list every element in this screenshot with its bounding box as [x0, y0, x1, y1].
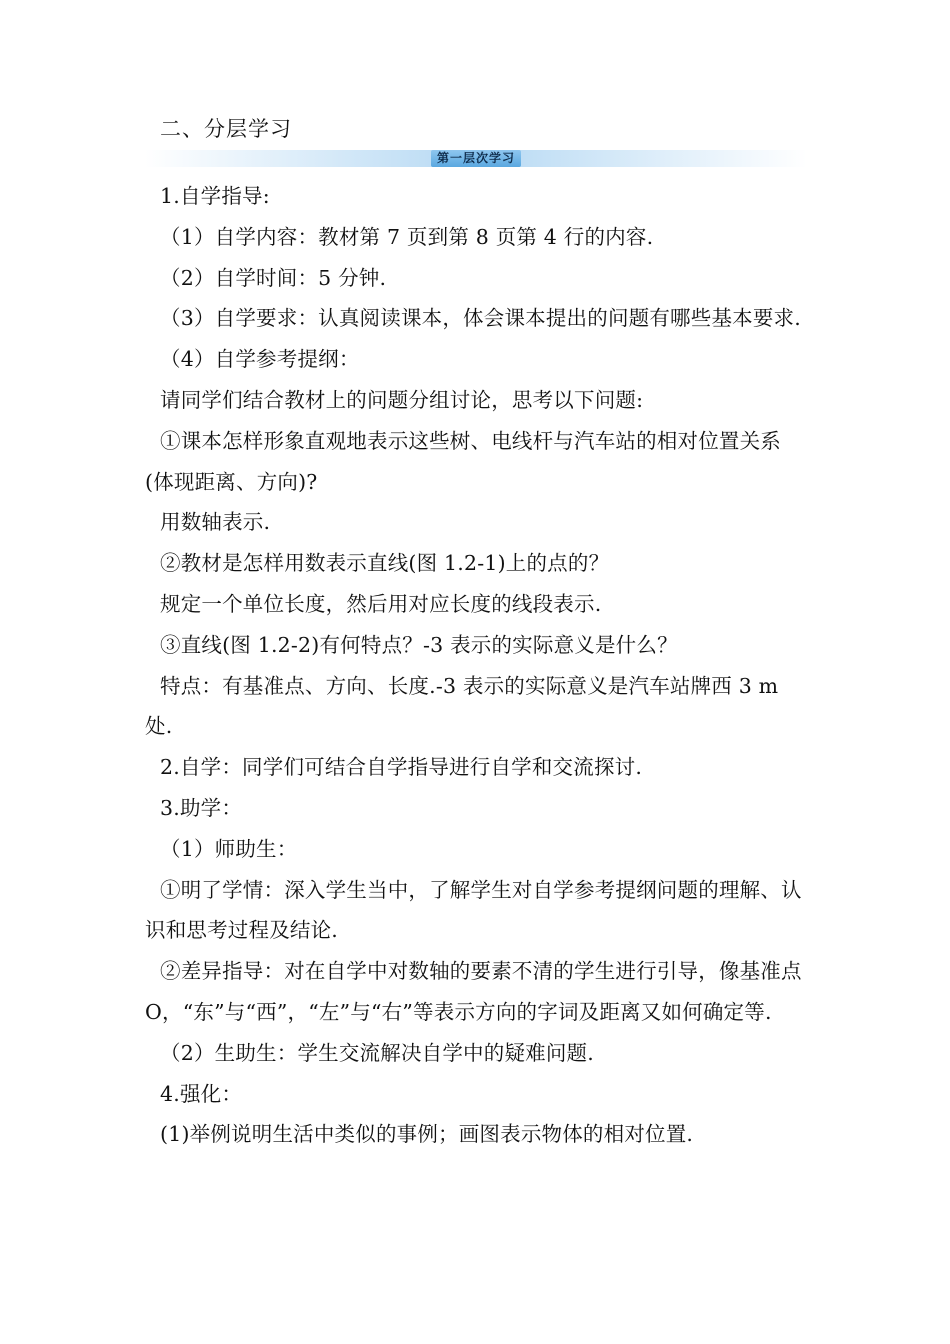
paragraph-question-3: ③直线(图 1.2-2)有何特点？-3 表示的实际意义是什么？ — [160, 632, 678, 657]
paragraph-understand-situation: ①明了学情：深入学生当中，了解学生对自学参考提纲问题的理解、认识和思考过程及结论. — [145, 877, 802, 943]
paragraph-student-helps: （2）生助生：学生交流解决自学中的疑难问题. — [160, 1040, 594, 1065]
paragraph-self-study-guide: 1.自学指导: — [160, 184, 270, 208]
paragraph-answer-2: 规定一个单位长度，然后用对应长度的线段表示. — [160, 591, 602, 616]
section-heading: 二、分层学习 — [160, 117, 292, 141]
paragraph-discussion-prompt: 请同学们结合教材上的问题分组讨论，思考以下问题: — [160, 387, 644, 412]
paragraph-assisted-study: 3.助学： — [160, 795, 243, 820]
paragraph-reinforcement: 4.强化： — [160, 1081, 243, 1106]
paragraph-differentiated-guidance: ②差异指导：对在自学中对数轴的要素不清的学生进行引导，像基准点 O，“东”与“西”，“左”与“右”等表示方向的字词及距离又如何确定等. — [145, 959, 802, 1024]
level-banner — [145, 150, 807, 167]
paragraph-study-requirement: （3）自学要求：认真阅读课本，体会课本提出的问题有哪些基本要求. — [160, 306, 801, 331]
paragraph-study-outline: （4）自学参考提纲： — [160, 347, 360, 372]
paragraph-reinforcement-task-1: (1)举例说明生活中类似的事例；画图表示物体的相对位置. — [160, 1122, 694, 1147]
document-body — [145, 176, 805, 1155]
paragraph-study-content: （1）自学内容：教材第 7 页到第 8 页第 4 行的内容. — [160, 224, 654, 249]
paragraph-study-time: （2）自学时间：5 分钟. — [160, 265, 387, 290]
paragraph-question-1: ①课本怎样形象直观地表示这些树、电线杆与汽车站的相对位置关系(体现距离、方向)? — [145, 428, 781, 494]
level-banner-label: 第一层次学习 — [431, 150, 521, 167]
paragraph-teacher-helps: （1）师助生： — [160, 836, 298, 861]
paragraph-answer-3: 特点：有基准点、方向、长度.-3 表示的实际意义是汽车站牌西 3 m 处. — [145, 673, 779, 739]
paragraph-answer-1: 用数轴表示. — [160, 510, 271, 535]
paragraph-question-2: ②教材是怎样用数表示直线(图 1.2-1)上的点的？ — [160, 551, 610, 576]
paragraph-self-study: 2.自学：同学们可结合自学指导进行自学和交流探讨. — [160, 755, 643, 780]
